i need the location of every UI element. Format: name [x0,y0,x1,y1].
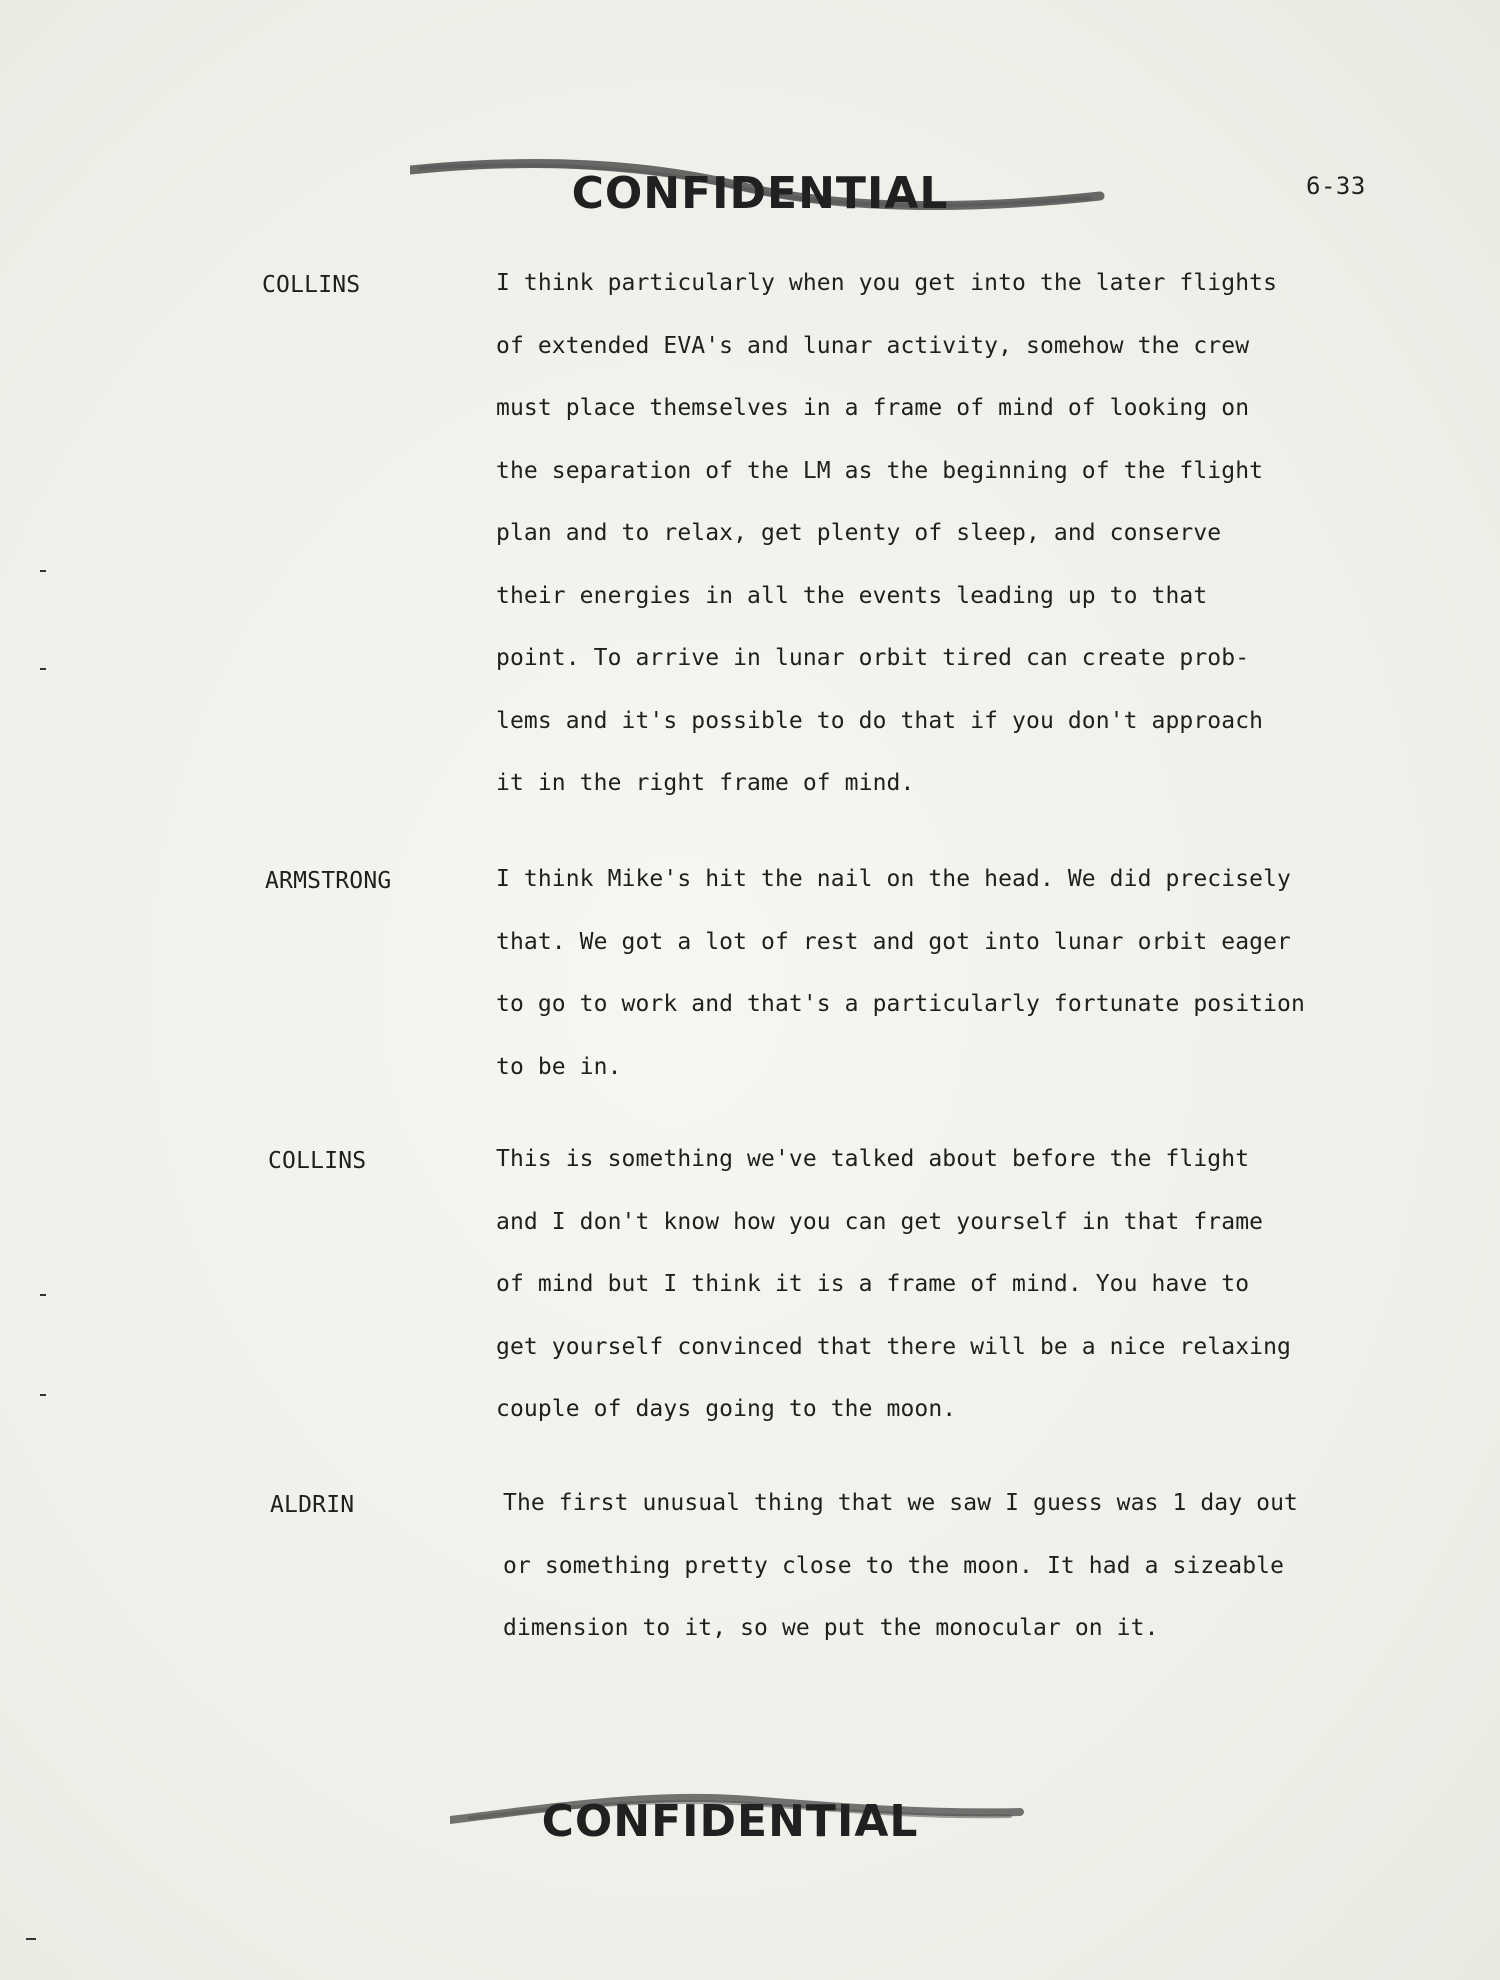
speech-line: that. We got a lot of rest and got into lunar orbit eager [496,928,1291,955]
speech-text [496,272,1426,835]
speech-line: This is something we've talked about before the flight [496,1146,1250,1172]
speech-line: their energies in all the events leading up to that [496,582,1208,609]
speaker-label: COLLINS [262,272,361,298]
margin-mark [40,1294,46,1296]
speech-line: I think Mike's hit the nail on the head. We did precisely [496,866,1291,892]
speaker-label: COLLINS [268,1148,367,1174]
margin-mark [40,1394,46,1396]
confidential-stamp-top [410,150,1110,240]
speech-line: the separation of the LM as the beginning of the flight [496,457,1264,484]
speech-text [496,1148,1426,1461]
speaker-label: ALDRIN [270,1492,355,1518]
speech-line: to be in. [496,1053,622,1080]
speech-line: plan and to relax, get plenty of sleep, and conserve [496,520,1222,546]
stamp-text: CONFIDENTIAL [571,168,949,219]
speech-line: get yourself convinced that there will be a nice relaxing [496,1333,1291,1360]
speech-text [496,868,1426,1118]
page-number: 6-33 [1306,172,1366,200]
speech-line: must place themselves in a frame of mind of looking on [496,395,1250,421]
speech-line: The first unusual thing that we saw I guess was 1 day out [503,1490,1298,1516]
margin-mark [40,570,46,572]
speaker-label: ARMSTRONG [265,868,392,894]
speech-text [503,1492,1433,1680]
margin-mark [40,668,46,670]
speech-line: to go to work and that's a particularly fortunate position [496,991,1305,1017]
speech-line: or something pretty close to the moon. It had a sizeable [503,1552,1285,1579]
stamp-text: CONFIDENTIAL [541,1796,919,1847]
speech-line: couple of days going to the moon. [496,1396,957,1422]
speech-line: of extended EVA's and lunar activity, somehow the crew [496,332,1250,359]
speech-line: I think particularly when you get into the later flights [496,270,1278,296]
speech-line: it in the right frame of mind. [496,770,915,796]
speech-line: point. To arrive in lunar orbit tired can create prob- [496,645,1250,671]
speech-line: dimension to it, so we put the monocular on it. [503,1615,1159,1641]
speech-line: lems and it's possible to do that if you don't approach [496,707,1264,734]
speech-line: of mind but I think it is a frame of mind. You have to [496,1271,1250,1297]
margin-mark [26,1938,36,1940]
confidential-stamp-bottom [450,1778,1150,1868]
speech-line: and I don't know how you can get yourself in that frame [496,1208,1264,1235]
